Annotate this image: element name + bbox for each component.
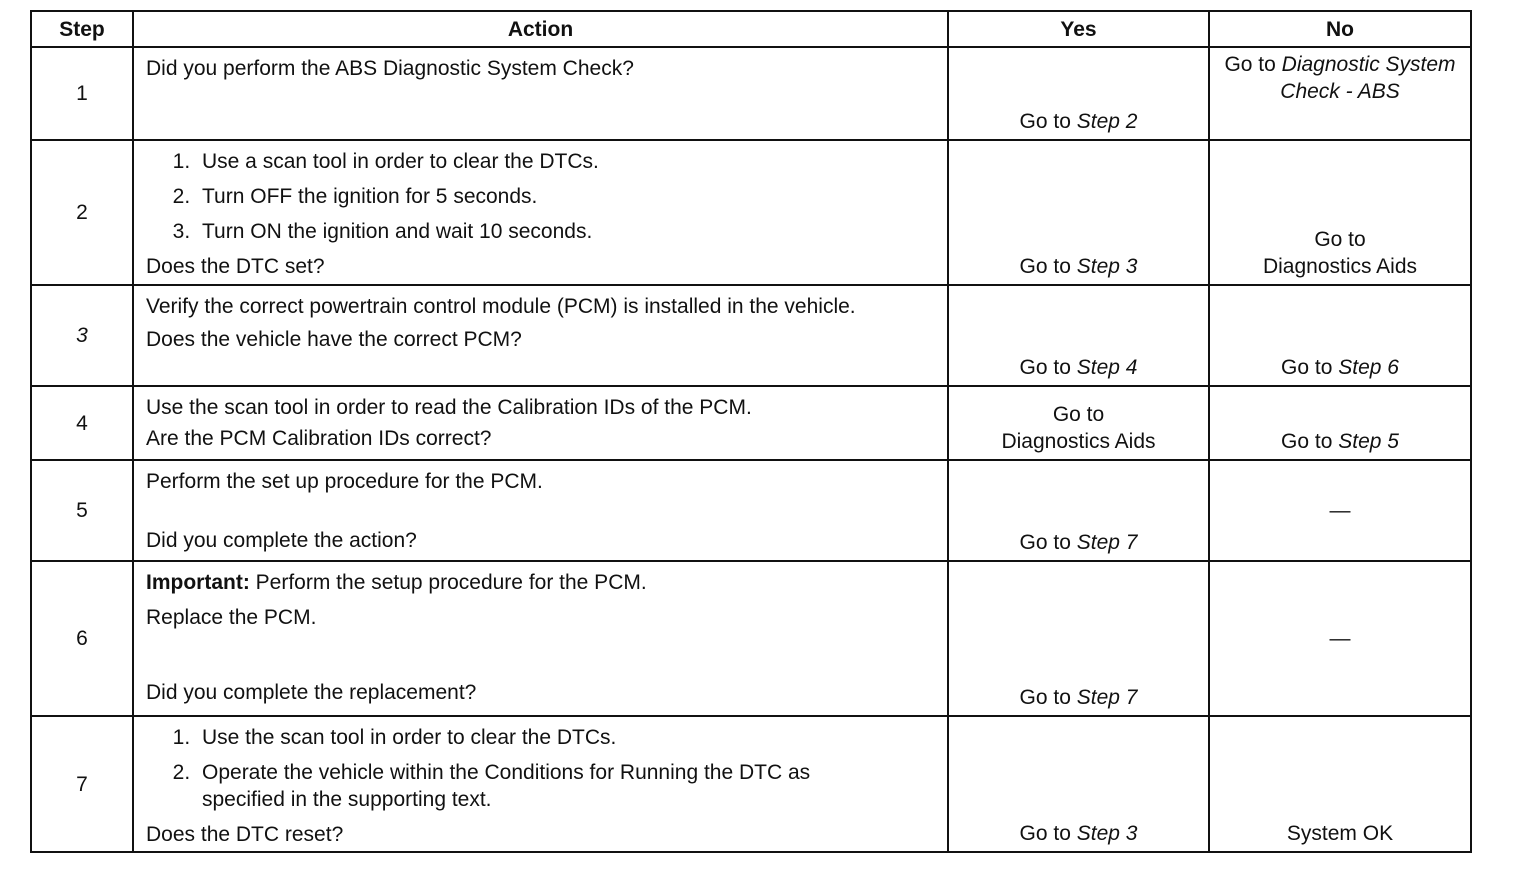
no-cell [1209,140,1471,285]
yes-prefix: Go to [1019,686,1071,709]
step-number: 1 [31,47,133,140]
action-cell [133,460,948,561]
action-text: Replace the PCM. [146,606,317,629]
action-list-item: 1. Use a scan tool in order to clear the DTCs. [196,144,937,179]
no-cell: — [1209,460,1471,561]
important-note [146,565,937,600]
no-text: System OK [1286,822,1394,845]
action-list [146,720,937,817]
step-number [31,285,133,386]
no-text-line1: Go to [1314,228,1366,251]
table-row [31,140,1471,285]
action-question: Does the DTC reset? [146,823,344,846]
action-list-item: 1. Use the scan tool in order to clear the DTCs. [196,720,937,755]
yes-prefix: Go to [1019,356,1071,379]
action-cell [133,140,948,285]
yes-step-link[interactable]: Step 3 [1076,822,1138,845]
no-cell [1209,386,1471,460]
table-row [31,460,1471,561]
important-text: Perform the setup procedure for the PCM. [255,571,647,594]
diagnostic-table [30,10,1472,853]
no-prefix: Go to [1281,356,1333,379]
yes-cell [948,460,1209,561]
yes-cell [948,140,1209,285]
yes-step-link[interactable]: Step 2 [1076,110,1138,133]
no-cell [1209,716,1471,852]
header-action: Action [133,11,948,47]
no-cell: — [1209,561,1471,716]
no-prefix: Go to [1281,430,1333,453]
action-text: Verify the correct powertrain control module (PCM) is installed in the vehicle. [146,295,856,318]
action-question: Did you complete the replacement? [146,681,477,704]
yes-prefix: Go to [1019,110,1071,133]
action-list-item: 3. Turn ON the ignition and wait 10 seconds. [196,214,937,249]
step-number: 7 [31,716,133,852]
action-list [146,144,937,249]
no-step-link[interactable]: Diagnostic System Check - ABS [1280,53,1456,103]
yes-cell [948,386,1209,460]
action-list-item: 2. Operate the vehicle within the Conditions for Running the DTC as specified in the supporting text. [196,755,937,817]
action-text: Use the scan tool in order to read the Calibration IDs of the PCM. [146,396,752,419]
step-number-text: 3 [76,324,88,347]
yes-prefix: Go to [1019,255,1071,278]
yes-cell [948,285,1209,386]
action-question: Are the PCM Calibration IDs correct? [146,427,492,450]
action-cell [133,561,948,716]
no-step-link[interactable]: Step 5 [1338,430,1399,453]
action-cell [133,285,948,386]
action-list-item: 2. Turn OFF the ignition for 5 seconds. [196,179,937,214]
header-no: No [1209,11,1471,47]
yes-step-link[interactable]: Step 3 [1076,255,1138,278]
step-number: 6 [31,561,133,716]
yes-step-link[interactable]: Step 7 [1076,686,1138,709]
no-cell [1209,285,1471,386]
no-text-line2[interactable]: Diagnostics Aids [1262,255,1418,278]
action-text: Perform the set up procedure for the PCM. [146,470,543,493]
no-prefix: Go to [1224,53,1276,76]
yes-prefix: Go to [1019,531,1071,554]
yes-prefix: Go to [1019,822,1071,845]
no-cell [1209,47,1471,140]
table-row [31,386,1471,460]
yes-cell [948,561,1209,716]
yes-text-line1: Go to [1052,403,1105,426]
action-cell [133,47,948,140]
action-question: Does the DTC set? [146,255,325,278]
step-number: 4 [31,386,133,460]
action-cell [133,386,948,460]
yes-step-link[interactable]: Step 4 [1076,356,1138,379]
yes-text-line2[interactable]: Diagnostics Aids [1001,430,1156,453]
yes-cell [948,47,1209,140]
yes-step-link[interactable]: Step 7 [1076,531,1138,554]
table-row [31,561,1471,716]
table-row [31,285,1471,386]
no-step-link[interactable]: Step 6 [1338,356,1399,379]
step-number: 5 [31,460,133,561]
action-text: Did you perform the ABS Diagnostic System Check? [146,57,634,80]
table-row [31,716,1471,852]
header-row [31,11,1471,47]
action-question: Did you complete the action? [146,529,417,552]
step-number: 2 [31,140,133,285]
important-label: Important: [146,571,250,594]
header-step: Step [31,11,133,47]
table-row [31,47,1471,140]
yes-cell [948,716,1209,852]
header-yes: Yes [948,11,1209,47]
action-cell [133,716,948,852]
action-question: Does the vehicle have the correct PCM? [146,328,522,351]
